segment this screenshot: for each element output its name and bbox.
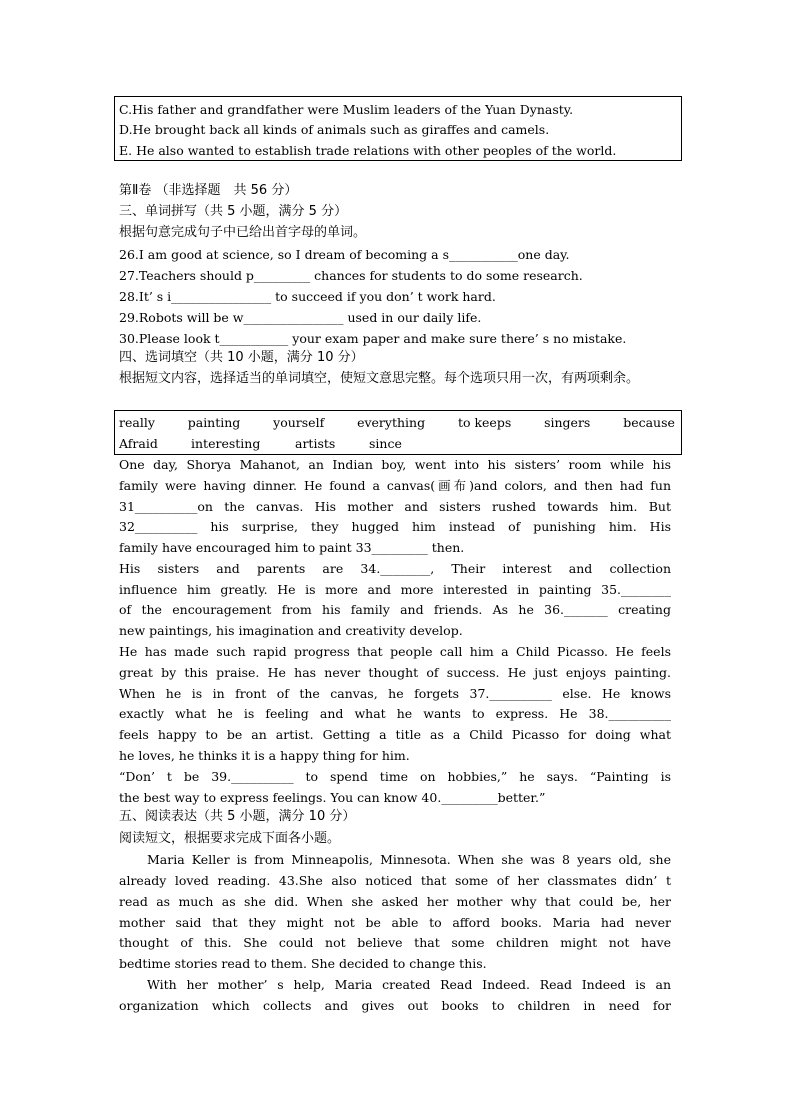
word-option: because: [623, 415, 675, 430]
spelling-item-27: 27.Teachers should p_________ chances for students to do some research.: [119, 268, 583, 283]
reading-line: Maria Keller is from Minneapolis, Minnesota. When she was 8 years old, she: [147, 852, 671, 867]
passage-line: of the encouragement from his family and friends. As he 36._______ creating: [119, 602, 671, 617]
spelling-item-29: 29.Robots will be w________________ used in our daily life.: [119, 310, 482, 325]
spelling-item-26: 26.I am good at science, so I dream of becoming a s___________one day.: [119, 247, 570, 262]
section5-instruction: 阅读短文，根据要求完成下面各小题。: [119, 831, 341, 846]
passage-line: His sisters and parents are 34.________, Their interest and collection: [119, 561, 671, 576]
reading-line: thought of this. She could not believe that some children might not have: [119, 935, 671, 950]
passage-line: feels happy to be an artist. Getting a title as a Child Picasso for doing what: [119, 727, 671, 742]
word-option: artists: [295, 436, 336, 451]
section3-instruction: 根据句意完成句子中已给出首字母的单词。: [119, 225, 367, 240]
passage-line: “Don’ t be 39.__________ to spend time on hobbies,” he says. “Painting is: [119, 769, 671, 784]
passage-line: family were having dinner. He found a canvas(画布)and colors, and then had fun: [119, 478, 671, 493]
word-option: singers: [544, 415, 591, 430]
passage-line: family have encouraged him to paint 33_________ then.: [119, 540, 465, 555]
word-bank-box: [114, 410, 682, 455]
options-box: [114, 96, 682, 161]
passage-line: He has made such rapid progress that people call him a Child Picasso. He feels: [119, 644, 671, 659]
passage-line: exactly what he is feeling and what he wants to express. He 38.__________: [119, 706, 671, 721]
word-option: yourself: [273, 415, 325, 430]
word-bank-row-2: [119, 434, 675, 454]
reading-line: With her mother’ s help, Maria created Read Indeed. Read Indeed is an: [147, 977, 671, 992]
word-bank-row-1: [119, 413, 675, 433]
reading-line: read as much as she did. When she asked her mother why that could be, her: [119, 894, 671, 909]
section4-instruction: 根据短文内容，选择适当的单词填空，使短文意思完整。每个选项只用一次，有两项剩余。: [119, 371, 640, 386]
option-c: C.His father and grandfather were Muslim leaders of the Yuan Dynasty.: [119, 102, 574, 117]
option-d: D.He brought back all kinds of animals such as giraffes and camels.: [119, 122, 550, 137]
reading-line: mother said that they might not be able to afford books. Maria had never: [119, 915, 671, 930]
section3-title: 三、单词拼写（共 5 小题，满分 5 分）: [119, 204, 348, 219]
passage-line: influence him greatly. He is more and more interested in painting 35.________: [119, 582, 671, 597]
passage-line: he loves, he thinks it is a happy thing for him.: [119, 748, 410, 763]
passage-line: When he is in front of the canvas, he forgets 37.__________ else. He knows: [119, 686, 671, 701]
section5-title: 五、阅读表达（共 5 小题，满分 10 分）: [119, 809, 356, 824]
word-option: to keeps: [457, 415, 512, 430]
spelling-item-30: 30.Please look t___________ your exam paper and make sure there’ s no mistake.: [119, 331, 627, 346]
word-option: interesting: [191, 436, 261, 451]
word-option: painting: [187, 415, 241, 430]
reading-line: already loved reading. 43.She also noticed that some of her classmates didn’ t: [119, 873, 671, 888]
passage-line: the best way to express feelings. You can know 40._________better.”: [119, 790, 546, 805]
passage-line: 32__________ his surprise, they hugged him instead of punishing him. His: [119, 519, 671, 534]
word-option: Afraid: [119, 436, 158, 451]
section4-title: 四、选词填空（共 10 小题，满分 10 分）: [119, 350, 364, 365]
passage-line: great by this praise. He has never thought of success. He just enjoys painting.: [119, 665, 671, 680]
passage-line: One day, Shorya Mahanot, an Indian boy, went into his sisters’ room while his: [119, 457, 671, 472]
word-option: everything: [357, 415, 426, 430]
option-e: E. He also wanted to establish trade relations with other peoples of the world.: [119, 143, 617, 158]
word-option: since: [369, 436, 402, 451]
word-option: really: [119, 415, 155, 430]
passage-line: 31__________on the canvas. His mother and sisters rushed towards him. But: [119, 499, 671, 514]
reading-line: bedtime stories read to them. She decided to change this.: [119, 956, 487, 971]
passage-line: new paintings, his imagination and creativity develop.: [119, 623, 463, 638]
volume-title: 第Ⅱ卷 （非选择题 共 56 分）: [119, 183, 298, 198]
reading-line: organization which collects and gives out books to children in need for: [119, 998, 671, 1013]
spelling-item-28: 28.It’ s i________________ to succeed if you don’ t work hard.: [119, 289, 496, 304]
